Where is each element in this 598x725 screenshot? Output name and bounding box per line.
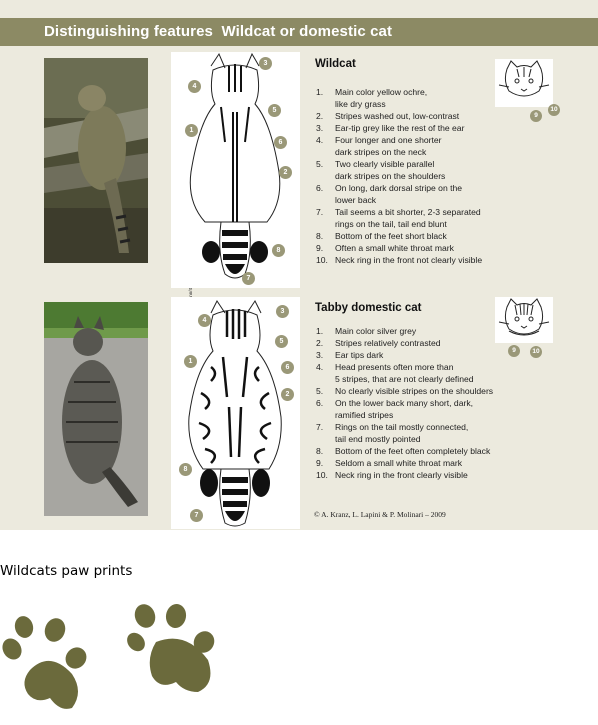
callout-badge: 3 (276, 305, 289, 318)
callout-badge: 6 (274, 136, 287, 149)
callout-badge: 10 (548, 104, 560, 116)
list-item: 6. On long, dark dorsal stripe on the lower back (316, 183, 463, 205)
copyright-note: © A. Kranz, L. Lapini & P. Molinari – 2009 (314, 510, 446, 519)
paw-print-icon (0, 600, 100, 712)
header-bar (0, 18, 598, 46)
list-item: 6. On the lower back many short, dark, ramified stripes (316, 398, 474, 420)
list-item: 2. Stripes relatively contrasted (316, 338, 441, 348)
list-item: 1. Main color silver grey (316, 326, 417, 336)
list-item: 7. Tail seems a bit shorter, 2-3 separated rings on the tail, tail end blunt (316, 207, 481, 229)
list-item: 3. Ear tips dark (316, 350, 384, 360)
callout-badge: 6 (281, 361, 294, 374)
callout-badge: 1 (184, 355, 197, 368)
poster-title: Distinguishing features Wildcat or domestic cat (44, 23, 393, 40)
list-item: 8. Bottom of the feet often completely black (316, 446, 491, 456)
callout-badge: 3 (259, 57, 272, 70)
list-item: 8. Bottom of the feet short black (316, 231, 447, 241)
list-item: 3. Ear-tip grey like the rest of the ear (316, 123, 465, 133)
list-item: 1. Main color yellow ochre, like dry grass (316, 87, 428, 109)
callout-badge: 5 (275, 335, 288, 348)
list-item: 4. Four longer and one shorter dark stripes on the neck (316, 135, 442, 157)
tabby-heading: Tabby domestic cat (315, 302, 422, 314)
callout-badge: 2 (281, 388, 294, 401)
list-item: 9. Seldom a small white throat mark (316, 458, 463, 468)
callout-badge: 9 (508, 345, 520, 357)
callout-badge: 4 (198, 314, 211, 327)
paw-prints-heading: Wildcats paw prints (0, 563, 133, 579)
paw-print-icon (120, 600, 222, 698)
wildcat-feature-list (316, 86, 482, 266)
list-item: 9. Often a small white throat mark (316, 243, 454, 253)
callout-badge: 10 (530, 346, 542, 358)
list-item: 10. Neck ring in the front clearly visible (316, 470, 468, 480)
callout-badge: 5 (268, 104, 281, 117)
callout-badge: 8 (272, 244, 285, 257)
list-item: 10. Neck ring in the front not clearly visible (316, 255, 483, 265)
wildcat-heading: Wildcat (315, 58, 356, 70)
list-item: 5. No clearly visible stripes on the shoulders (316, 386, 494, 396)
tabby-feature-list (316, 325, 493, 481)
callout-badge: 1 (185, 124, 198, 137)
tabby-head-sketch (495, 297, 553, 343)
wildcat-body-illustration (171, 52, 300, 288)
tabby-photo (44, 302, 148, 516)
list-item: 5. Two clearly visible parallel dark stripes on the shoulders (316, 159, 446, 181)
callout-badge: 4 (188, 80, 201, 93)
list-item: 4. Head presents often more than 5 stripes, that are not clearly defined (316, 362, 474, 384)
list-item: 7. Rings on the tail mostly connected, tail end mostly pointed (316, 422, 469, 444)
callout-badge: 9 (530, 110, 542, 122)
tabby-body-illustration (171, 297, 300, 529)
wildcat-head-sketch (495, 59, 553, 107)
callout-badge: 8 (179, 463, 192, 476)
callout-badge: 7 (190, 509, 203, 522)
callout-badge: 2 (279, 166, 292, 179)
wildcat-photo (44, 58, 148, 263)
list-item: 2. Stripes washed out, low-contrast (316, 111, 460, 121)
callout-badge: 7 (242, 272, 255, 285)
